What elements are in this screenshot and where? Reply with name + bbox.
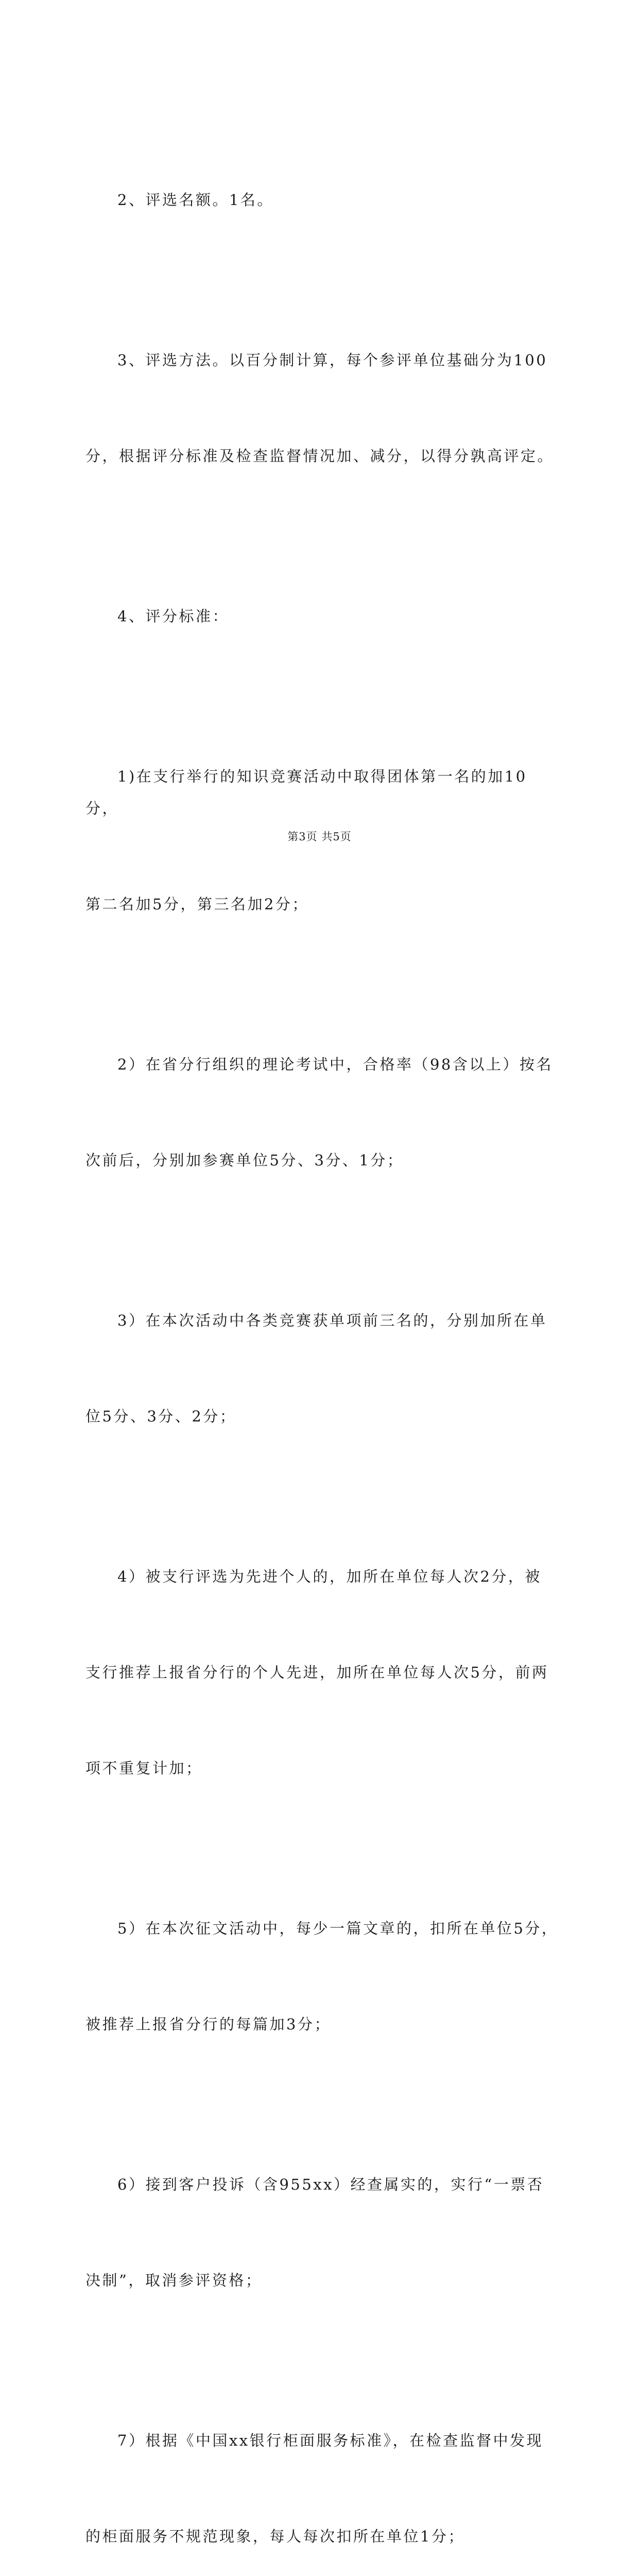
- text-line: 6）接到客户投诉（含955xx）经查属实的，实行“一票否: [117, 2176, 544, 2193]
- text-line: 次前后，分别加参赛单位5分、3分、1分；: [85, 1151, 404, 1169]
- text-line: 4、评分标准：: [117, 607, 229, 625]
- text-line: 被推荐上报省分行的每篇加3分；: [85, 2015, 331, 2033]
- text-line: 7）根据《中国xx银行柜面服务标准》，在检查监督中发现: [117, 2432, 544, 2449]
- text-line: 1)在支行举行的知识竞赛活动中取得团体第一名的加10分，: [85, 768, 527, 817]
- paragraph-criterion-4: [85, 1497, 559, 1848]
- paragraph-criterion-5: [85, 1849, 559, 2104]
- text-line: 4）被支行评选为先进个人的，加所在单位每人次2分，被: [117, 1568, 542, 1585]
- text-line: 位5分、3分、2分；: [85, 1408, 237, 1425]
- paragraph-method: [85, 280, 559, 536]
- paragraph-criterion-2: [85, 985, 559, 1240]
- text-line: 项不重复计加；: [85, 1759, 203, 1777]
- document-body: [85, 120, 559, 2576]
- text-line: 第二名加5分，第三名加2分；: [85, 895, 309, 913]
- text-line: 分，根据评分标准及检查监督情况加、减分，以得分孰高评定。: [85, 447, 555, 465]
- paragraph-criterion-3: [85, 1241, 559, 1496]
- text-line: 支行推荐上报省分行的个人先进，加所在单位每人次5分，前两: [85, 1664, 549, 1681]
- text-line: 5）在本次征文活动中，每少一篇文章的，扣所在单位5分，: [117, 1920, 559, 1937]
- paragraph-criterion-6: [85, 2105, 559, 2360]
- page-number-label: 第3页 共5页: [287, 831, 352, 843]
- text-line: 的柜面服务不规范现象，每人每次扣所在单位1分；: [85, 2528, 465, 2545]
- text-line: 3、评选方法。以百分制计算，每个参评单位基础分为100: [117, 351, 548, 369]
- text-line: 2）在省分行组织的理论考试中，合格率（98含以上）按名: [117, 1056, 553, 1073]
- text-line: 2、评选名额。1名。: [117, 191, 274, 209]
- text-line: 3）在本次活动中各类竞赛获单项前三名的，分别加所在单: [117, 1312, 547, 1329]
- text-line: 决制”，取消参评资格；: [85, 2272, 263, 2289]
- paragraph-criteria-heading: [85, 536, 559, 696]
- paragraph-criterion-7: [85, 2361, 559, 2576]
- page-footer: [0, 828, 639, 844]
- paragraph-quota: [85, 120, 559, 280]
